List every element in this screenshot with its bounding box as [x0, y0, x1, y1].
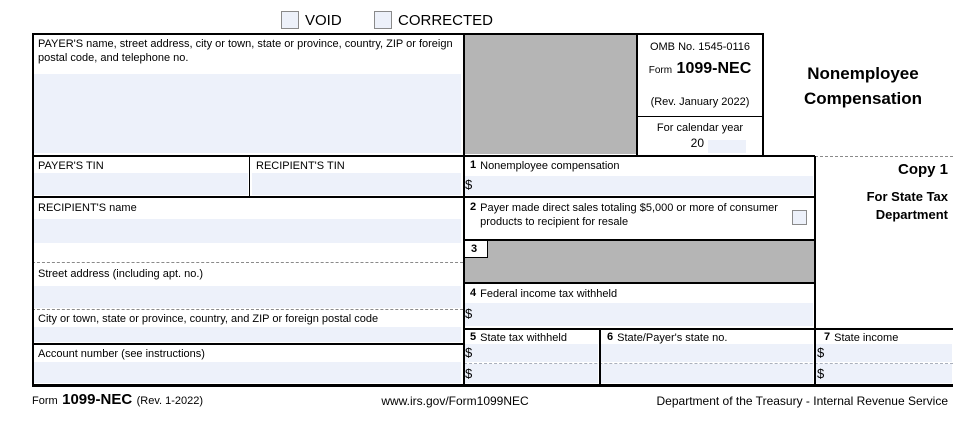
box5-number: 5	[470, 331, 477, 343]
payer-info-label: PAYER'S name, street address, city or town, state or province, country, ZIP or foreign postal code, and telephone no.	[38, 38, 453, 65]
border-line	[32, 309, 463, 310]
border-line	[32, 196, 815, 198]
border-line	[815, 156, 953, 157]
copy-label: Copy 1	[897, 161, 948, 178]
footer-form-word: Form	[32, 395, 58, 407]
box1-label: Nonemployee compensation	[480, 160, 620, 172]
form-number: 1099-NEC	[676, 60, 752, 77]
box3-number: 3	[471, 243, 478, 255]
box7-dollar-sign-row1: $	[817, 345, 825, 360]
street-address-field[interactable]	[34, 286, 461, 308]
form-title	[770, 62, 956, 111]
omb-number: OMB No. 1545-0116	[649, 41, 751, 53]
box5-amount-field-row1[interactable]	[464, 344, 598, 362]
border-line	[463, 282, 815, 284]
corrected-label: CORRECTED	[398, 12, 494, 29]
box7-amount-field-row1[interactable]	[816, 344, 952, 362]
box1-amount-field[interactable]	[464, 176, 813, 195]
payer-tin-label: PAYER'S TIN	[38, 160, 104, 172]
box7-label: State income	[834, 332, 899, 344]
recipient-tin-field[interactable]	[252, 173, 461, 195]
border-line	[32, 262, 463, 263]
copy-for-line1: For State Tax	[866, 189, 948, 204]
calendar-year-field[interactable]	[708, 140, 746, 153]
box4-dollar-sign: $	[465, 306, 473, 321]
box6-state-field-row2[interactable]	[601, 364, 813, 383]
box7-amount-field-row2[interactable]	[816, 364, 952, 383]
box1-number: 1	[470, 159, 477, 171]
box2-number: 2	[470, 201, 477, 213]
recipient-name-field[interactable]	[34, 219, 461, 243]
box7-number: 7	[824, 331, 831, 343]
border-line	[32, 155, 815, 157]
recipient-tin-label: RECIPIENT'S TIN	[256, 160, 345, 172]
footer-form-number: 1099-NEC	[62, 391, 133, 408]
city-field[interactable]	[34, 327, 461, 342]
box3-shaded-area	[464, 241, 814, 282]
account-number-field[interactable]	[34, 362, 461, 383]
recipient-name-label: RECIPIENT'S name	[38, 202, 137, 214]
box4-amount-field[interactable]	[464, 303, 813, 326]
border-line	[463, 328, 953, 330]
corrected-checkbox[interactable]	[374, 11, 392, 29]
form-word: Form	[648, 65, 673, 76]
shaded-area-top	[464, 34, 636, 154]
city-label: City or town, state or province, country, and ZIP or foreign postal code	[38, 313, 379, 325]
calendar-year-prefix: 20	[690, 136, 704, 150]
box6-label: State/Payer's state no.	[617, 332, 728, 344]
box6-number: 6	[607, 331, 614, 343]
box4-label: Federal income tax withheld	[480, 288, 618, 300]
box4-number: 4	[470, 287, 477, 299]
payer-info-field[interactable]	[34, 74, 461, 153]
payer-tin-field[interactable]	[34, 173, 248, 195]
void-label: VOID	[305, 12, 342, 29]
box7-dollar-sign-row2: $	[817, 366, 825, 381]
void-checkbox[interactable]	[281, 11, 299, 29]
form-revision: (Rev. January 2022)	[650, 96, 750, 108]
box5-label: State tax withheld	[480, 332, 567, 344]
border-line	[762, 33, 764, 156]
box6-state-field-row1[interactable]	[601, 344, 813, 362]
border-line	[464, 363, 953, 364]
box5-dollar-sign-row1: $	[465, 345, 473, 360]
border-line	[637, 116, 763, 117]
box2-label: Payer made direct sales totaling $5,000 or more of consumer products to recipient for resale	[480, 202, 778, 229]
form-title-line2: Compensation	[803, 88, 923, 108]
footer-url: www.irs.gov/Form1099NEC	[381, 394, 529, 408]
border-line	[32, 343, 463, 345]
box2-checkbox[interactable]	[792, 210, 807, 225]
border-line	[32, 33, 34, 386]
border-line	[463, 33, 465, 386]
box5-dollar-sign-row2: $	[465, 366, 473, 381]
street-address-label: Street address (including apt. no.)	[38, 268, 204, 280]
calendar-year-label: For calendar year	[656, 122, 744, 134]
form-title-line1: Nonemployee	[807, 64, 919, 83]
copy-for-line2: Department	[875, 206, 948, 222]
border-line	[32, 33, 763, 35]
box1-dollar-sign: $	[465, 177, 473, 192]
border-line	[249, 156, 250, 197]
account-number-label: Account number (see instructions)	[38, 348, 205, 360]
footer-department: Department of the Treasury - Internal Revenue Service	[656, 394, 948, 408]
box5-amount-field-row2[interactable]	[464, 364, 598, 383]
border-line	[599, 329, 601, 385]
footer-revision: (Rev. 1-2022)	[136, 395, 204, 407]
copy-for-label	[815, 188, 948, 223]
